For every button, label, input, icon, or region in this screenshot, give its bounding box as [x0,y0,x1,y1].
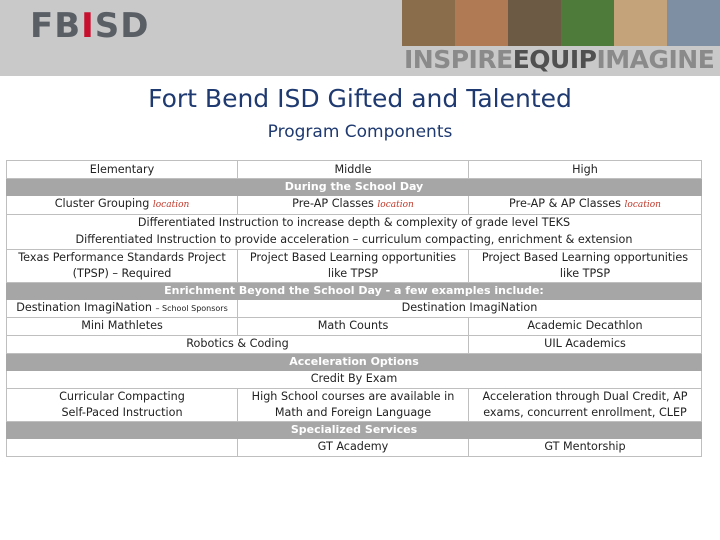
section-band-row [7,179,702,196]
cell-preap-high [469,196,702,215]
cell-pbl-high [469,249,702,282]
cell-robotics-coding: Robotics & Coding [7,335,469,353]
table-row [7,249,702,282]
photo-student-4 [561,0,614,46]
photo-student-5 [614,0,667,46]
dual-credit-line-2: exams, concurrent enrollment, CLEP [483,405,687,419]
logo-text-main: FB [30,6,82,46]
section-band-specialized: Specialized Services [7,421,702,438]
destination-elem-note: – School Sponsors [155,303,228,313]
location-note: location [152,200,190,210]
cell-curricular-compacting [7,388,238,421]
column-header-middle: Middle [238,161,469,179]
header-banner [0,0,720,76]
table-row [7,335,702,353]
location-note: location [377,200,414,210]
tpsp-line-2: (TPSP) – Required [72,266,172,280]
table-row [7,370,702,388]
page-subtitle: Program Components [267,122,453,142]
cell-math-counts: Math Counts [238,317,469,335]
cell-mini-mathletes: Mini Mathletes [7,317,238,335]
table-row [7,299,702,317]
cell-cluster-grouping [7,196,238,215]
pbl-middle-line-2: like TPSP [327,266,379,280]
hs-courses-line-2: Math and Foreign Language [274,405,432,419]
destination-elem-text: Destination ImagiNation [16,300,152,314]
tagline-equip: EQUIP [512,45,597,74]
table-row [7,232,702,250]
section-band-row [7,421,702,438]
program-components-table [6,160,702,457]
location-note: location [624,200,661,210]
cell-empty-elementary [7,438,238,456]
cell-differentiated-acceleration: Differentiated Instruction to provide acceleration – curriculum compacting, enrichment & extension [7,232,702,250]
cell-pbl-middle [238,249,469,282]
cell-gt-mentorship: GT Mentorship [469,438,702,456]
table-header-row [7,161,702,179]
cell-credit-by-exam: Credit By Exam [7,370,702,388]
pbl-middle-line-1: Project Based Learning opportunities [249,251,457,264]
section-band-acceleration: Acceleration Options [7,353,702,370]
cell-gt-academy: GT Academy [238,438,469,456]
page-title: Fort Bend ISD Gifted and Talented [148,84,572,113]
compacting-line-1: Curricular Compacting [59,390,185,403]
logo-text-tail: SD [94,6,150,46]
dual-credit-line-1: Acceleration through Dual Credit, AP [482,390,688,403]
cell-tpsp [7,249,238,282]
section-band-enrichment: Enrichment Beyond the School Day - a few examples include: [7,282,702,299]
photo-student-6 [667,0,720,46]
tagline [404,46,714,74]
column-header-elementary: Elementary [7,161,238,179]
section-band-school-day: During the School Day [7,179,702,196]
tpsp-line-1: Texas Performance Standards Project [18,251,226,264]
cluster-text: Cluster Grouping [54,197,150,210]
pbl-high-line-2: like TPSP [559,266,611,280]
table-row [7,388,702,421]
compacting-line-2: Self-Paced Instruction [61,405,183,419]
cell-hs-courses [238,388,469,421]
cell-dual-credit [469,388,702,421]
column-header-high: High [469,161,702,179]
tagline-imagine: IMAGINE [596,45,715,74]
hs-courses-line-1: High School courses are available in [251,390,455,403]
preap-high-text: Pre-AP & AP Classes [509,197,621,210]
table-row [7,196,702,215]
tagline-inspire: INSPIRE [404,45,513,74]
cell-destination-middle-high: Destination ImagiNation [238,299,702,317]
cell-destination-elementary [7,299,238,317]
table-row [7,214,702,232]
cell-uil-academics: UIL Academics [469,335,702,353]
preap-middle-text: Pre-AP Classes [292,197,374,210]
cell-preap-middle [238,196,469,215]
cell-differentiated-depth: Differentiated Instruction to increase depth & complexity of grade level TEKS [7,214,702,232]
table-row [7,317,702,335]
cell-academic-decathlon: Academic Decathlon [469,317,702,335]
table-row [7,438,702,456]
section-band-row [7,282,702,299]
logo-text-accent: I [81,6,95,46]
photo-strip [402,0,720,46]
photo-student-3 [508,0,561,46]
section-band-row [7,353,702,370]
photo-student-2 [455,0,508,46]
photo-student-1 [402,0,455,46]
pbl-high-line-1: Project Based Learning opportunities [481,251,689,264]
fbisd-logo [30,6,150,46]
